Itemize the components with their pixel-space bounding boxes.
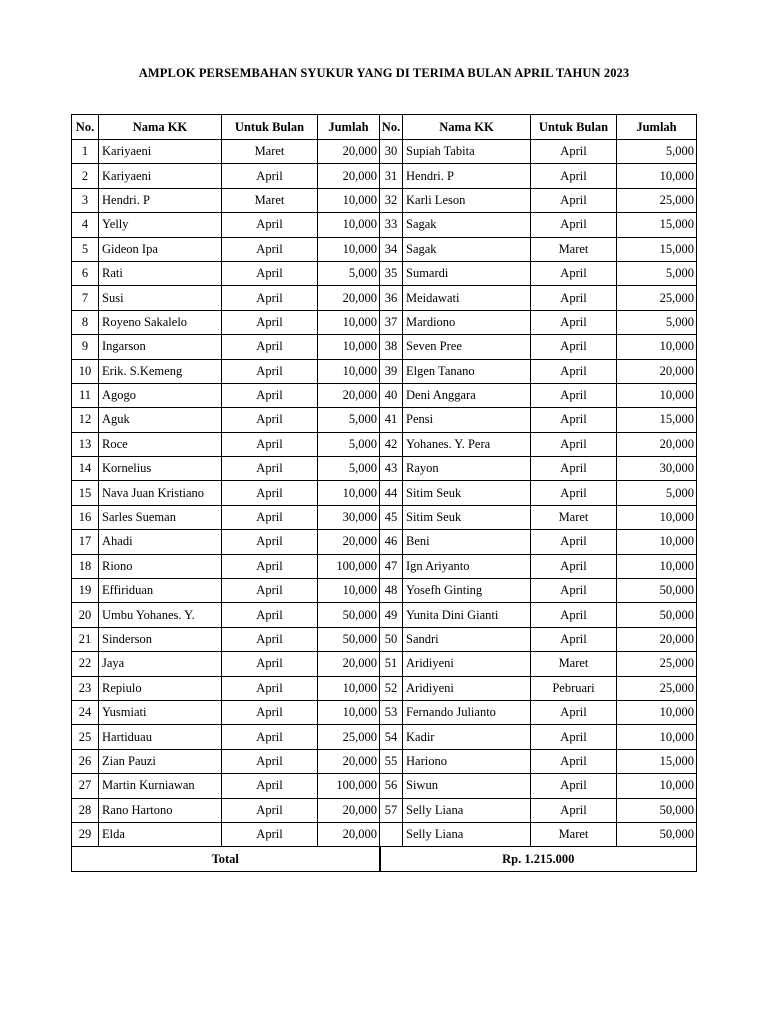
row-amount-right: 10,000 (617, 383, 697, 407)
table-row (72, 603, 697, 627)
row-month-right: April (531, 261, 617, 285)
row-name-right: Pensi (403, 408, 531, 432)
row-amount-left: 20,000 (318, 822, 380, 846)
row-month-right: April (531, 335, 617, 359)
row-month-left: April (222, 432, 318, 456)
row-no-left: 29 (72, 822, 99, 846)
row-amount-left: 10,000 (318, 579, 380, 603)
row-no-right: 33 (380, 213, 403, 237)
table-row (72, 140, 697, 164)
table-body (72, 140, 697, 847)
row-name-left: Agogo (99, 383, 222, 407)
table-row (72, 579, 697, 603)
row-month-right: Maret (531, 505, 617, 529)
row-no-left: 16 (72, 505, 99, 529)
row-month-left: April (222, 359, 318, 383)
row-amount-right: 5,000 (617, 481, 697, 505)
row-no-right: 44 (380, 481, 403, 505)
row-no-left: 12 (72, 408, 99, 432)
row-amount-right: 20,000 (617, 627, 697, 651)
header-no-left: No. (72, 115, 99, 140)
row-no-right: 36 (380, 286, 403, 310)
table-row (72, 359, 697, 383)
row-name-right: Sumardi (403, 261, 531, 285)
row-amount-right: 15,000 (617, 213, 697, 237)
row-name-right: Kadir (403, 725, 531, 749)
row-month-right: April (531, 140, 617, 164)
header-month-left: Untuk Bulan (222, 115, 318, 140)
table-row (72, 335, 697, 359)
row-name-left: Rano Hartono (99, 798, 222, 822)
row-month-right: April (531, 432, 617, 456)
row-name-left: Susi (99, 286, 222, 310)
row-month-left: April (222, 554, 318, 578)
row-name-right: Mardiono (403, 310, 531, 334)
row-no-right: 34 (380, 237, 403, 261)
row-no-left: 11 (72, 383, 99, 407)
document-title: AMPLOK PERSEMBAHAN SYUKUR YANG DI TERIMA BULAN APRIL TAHUN 2023 (138, 66, 630, 80)
row-name-left: Martin Kurniawan (99, 774, 222, 798)
row-amount-left: 20,000 (318, 383, 380, 407)
row-month-right: April (531, 579, 617, 603)
row-amount-right: 50,000 (617, 603, 697, 627)
row-amount-right: 15,000 (617, 408, 697, 432)
row-no-right: 41 (380, 408, 403, 432)
table-row (72, 432, 697, 456)
row-no-left: 4 (72, 213, 99, 237)
row-no-left: 13 (72, 432, 99, 456)
row-amount-right: 10,000 (617, 335, 697, 359)
row-amount-right: 10,000 (617, 725, 697, 749)
row-month-right: April (531, 530, 617, 554)
row-amount-left: 30,000 (318, 505, 380, 529)
row-month-left: April (222, 213, 318, 237)
row-amount-right: 10,000 (617, 554, 697, 578)
row-month-right: Pebruari (531, 676, 617, 700)
table-row (72, 261, 697, 285)
row-no-left: 20 (72, 603, 99, 627)
row-amount-right: 25,000 (617, 286, 697, 310)
row-name-left: Repiulo (99, 676, 222, 700)
row-name-right: Fernando Julianto (403, 700, 531, 724)
row-no-left: 17 (72, 530, 99, 554)
row-name-right: Sandri (403, 627, 531, 651)
row-amount-left: 100,000 (318, 774, 380, 798)
row-name-right: Sitim Seuk (403, 505, 531, 529)
row-month-left: April (222, 652, 318, 676)
row-name-left: Zian Pauzi (99, 749, 222, 773)
row-name-left: Umbu Yohanes. Y. (99, 603, 222, 627)
row-amount-left: 20,000 (318, 286, 380, 310)
row-month-right: April (531, 359, 617, 383)
row-no-right: 53 (380, 700, 403, 724)
row-no-right: 55 (380, 749, 403, 773)
row-no-right: 31 (380, 164, 403, 188)
row-name-left: Riono (99, 554, 222, 578)
row-name-right: Hendri. P (403, 164, 531, 188)
header-amount-left: Jumlah (318, 115, 380, 140)
table-row (72, 749, 697, 773)
row-name-right: Hariono (403, 749, 531, 773)
row-month-right: April (531, 310, 617, 334)
row-amount-right: 15,000 (617, 749, 697, 773)
row-amount-left: 10,000 (318, 213, 380, 237)
row-month-left: April (222, 335, 318, 359)
row-amount-left: 10,000 (318, 700, 380, 724)
row-name-right: Sagak (403, 237, 531, 261)
row-name-left: Gideon Ipa (99, 237, 222, 261)
table-row (72, 530, 697, 554)
row-no-left: 24 (72, 700, 99, 724)
row-month-left: April (222, 408, 318, 432)
row-amount-left: 20,000 (318, 530, 380, 554)
row-month-right: April (531, 481, 617, 505)
row-amount-right: 50,000 (617, 579, 697, 603)
row-name-left: Yusmiati (99, 700, 222, 724)
row-amount-right: 50,000 (617, 798, 697, 822)
row-month-left: April (222, 530, 318, 554)
row-no-left: 26 (72, 749, 99, 773)
row-month-left: April (222, 798, 318, 822)
row-no-right: 38 (380, 335, 403, 359)
row-name-left: Roce (99, 432, 222, 456)
row-month-right: April (531, 383, 617, 407)
total-value: Rp. 1.215.000 (380, 847, 697, 872)
row-month-left: April (222, 603, 318, 627)
row-month-left: April (222, 725, 318, 749)
table-row (72, 652, 697, 676)
row-month-left: April (222, 310, 318, 334)
row-month-left: April (222, 164, 318, 188)
row-name-left: Ahadi (99, 530, 222, 554)
row-month-left: April (222, 505, 318, 529)
row-amount-right: 25,000 (617, 676, 697, 700)
row-month-right: April (531, 700, 617, 724)
table-row (72, 237, 697, 261)
table-row (72, 383, 697, 407)
row-amount-right: 10,000 (617, 530, 697, 554)
row-amount-right: 5,000 (617, 310, 697, 334)
row-month-right: April (531, 286, 617, 310)
header-amount-right: Jumlah (617, 115, 697, 140)
row-name-right: Beni (403, 530, 531, 554)
row-month-left: April (222, 286, 318, 310)
table-row (72, 457, 697, 481)
row-no-right: 42 (380, 432, 403, 456)
row-month-left: April (222, 237, 318, 261)
row-name-right: Aridiyeni (403, 652, 531, 676)
row-amount-left: 50,000 (318, 627, 380, 651)
row-amount-right: 20,000 (617, 432, 697, 456)
row-amount-left: 50,000 (318, 603, 380, 627)
table-row (72, 310, 697, 334)
row-amount-left: 5,000 (318, 432, 380, 456)
row-name-left: Rati (99, 261, 222, 285)
row-name-left: Hendri. P (99, 188, 222, 212)
row-name-right: Selly Liana (403, 822, 531, 846)
row-no-right: 45 (380, 505, 403, 529)
row-amount-left: 5,000 (318, 261, 380, 285)
row-name-left: Kariyaeni (99, 164, 222, 188)
table-row (72, 676, 697, 700)
row-name-left: Kariyaeni (99, 140, 222, 164)
row-no-right: 50 (380, 627, 403, 651)
row-month-right: Maret (531, 652, 617, 676)
row-name-left: Nava Juan Kristiano (99, 481, 222, 505)
row-amount-left: 5,000 (318, 408, 380, 432)
row-amount-left: 20,000 (318, 140, 380, 164)
row-amount-left: 10,000 (318, 481, 380, 505)
row-amount-right: 10,000 (617, 505, 697, 529)
row-name-left: Effiriduan (99, 579, 222, 603)
row-no-right: 57 (380, 798, 403, 822)
row-amount-right: 30,000 (617, 457, 697, 481)
row-month-right: April (531, 603, 617, 627)
row-no-right: 40 (380, 383, 403, 407)
row-amount-right: 10,000 (617, 774, 697, 798)
row-amount-left: 5,000 (318, 457, 380, 481)
row-no-left: 2 (72, 164, 99, 188)
row-name-left: Kornelius (99, 457, 222, 481)
row-name-left: Elda (99, 822, 222, 846)
table-row (72, 627, 697, 651)
row-name-right: Meidawati (403, 286, 531, 310)
row-amount-left: 10,000 (318, 335, 380, 359)
table-row (72, 286, 697, 310)
row-no-left: 9 (72, 335, 99, 359)
row-amount-right: 5,000 (617, 261, 697, 285)
row-no-left: 15 (72, 481, 99, 505)
row-month-right: April (531, 457, 617, 481)
row-no-right: 39 (380, 359, 403, 383)
row-no-right: 30 (380, 140, 403, 164)
row-name-right: Elgen Tanano (403, 359, 531, 383)
row-month-right: April (531, 798, 617, 822)
row-no-right: 46 (380, 530, 403, 554)
row-name-right: Aridiyeni (403, 676, 531, 700)
row-month-left: April (222, 749, 318, 773)
row-month-right: April (531, 213, 617, 237)
row-name-right: Sagak (403, 213, 531, 237)
row-no-left: 25 (72, 725, 99, 749)
row-name-right: Karli Leson (403, 188, 531, 212)
row-name-left: Royeno Sakalelo (99, 310, 222, 334)
row-no-left: 5 (72, 237, 99, 261)
row-name-right: Yosefh Ginting (403, 579, 531, 603)
row-month-left: April (222, 822, 318, 846)
row-no-left: 28 (72, 798, 99, 822)
row-no-right: 43 (380, 457, 403, 481)
row-no-right: 49 (380, 603, 403, 627)
row-month-left: April (222, 457, 318, 481)
row-month-left: April (222, 383, 318, 407)
row-no-left: 10 (72, 359, 99, 383)
table-row (72, 798, 697, 822)
row-amount-left: 20,000 (318, 652, 380, 676)
row-amount-right: 20,000 (617, 359, 697, 383)
row-name-right: Ign Ariyanto (403, 554, 531, 578)
row-no-left: 6 (72, 261, 99, 285)
row-name-right: Yohanes. Y. Pera (403, 432, 531, 456)
row-name-left: Jaya (99, 652, 222, 676)
row-month-right: April (531, 164, 617, 188)
row-month-left: April (222, 774, 318, 798)
row-name-right: Deni Anggara (403, 383, 531, 407)
row-month-right: April (531, 188, 617, 212)
row-name-left: Erik. S.Kemeng (99, 359, 222, 383)
total-label: Total (72, 847, 380, 872)
row-amount-right: 50,000 (617, 822, 697, 846)
row-amount-right: 10,000 (617, 164, 697, 188)
row-name-left: Ingarson (99, 335, 222, 359)
row-month-left: Maret (222, 188, 318, 212)
row-no-left: 22 (72, 652, 99, 676)
row-no-left: 3 (72, 188, 99, 212)
row-month-right: April (531, 627, 617, 651)
row-month-left: April (222, 481, 318, 505)
row-amount-left: 20,000 (318, 798, 380, 822)
row-month-left: April (222, 627, 318, 651)
row-month-right: April (531, 774, 617, 798)
row-no-left: 14 (72, 457, 99, 481)
row-month-left: Maret (222, 140, 318, 164)
table-row (72, 408, 697, 432)
row-amount-right: 10,000 (617, 700, 697, 724)
row-no-right: 35 (380, 261, 403, 285)
row-month-right: April (531, 554, 617, 578)
row-amount-left: 10,000 (318, 359, 380, 383)
row-amount-left: 25,000 (318, 725, 380, 749)
table-row (72, 725, 697, 749)
row-month-right: Maret (531, 822, 617, 846)
row-name-right: Seven Pree (403, 335, 531, 359)
row-month-left: April (222, 579, 318, 603)
row-amount-left: 100,000 (318, 554, 380, 578)
row-no-right: 51 (380, 652, 403, 676)
row-month-right: April (531, 749, 617, 773)
row-no-right: 37 (380, 310, 403, 334)
row-no-left: 27 (72, 774, 99, 798)
row-no-left: 1 (72, 140, 99, 164)
table-row (72, 822, 697, 846)
row-amount-left: 20,000 (318, 749, 380, 773)
row-name-right: Supiah Tabita (403, 140, 531, 164)
row-amount-left: 10,000 (318, 310, 380, 334)
total-row (72, 847, 697, 872)
table-row (72, 505, 697, 529)
row-name-left: Yelly (99, 213, 222, 237)
row-no-left: 18 (72, 554, 99, 578)
row-amount-right: 25,000 (617, 188, 697, 212)
row-amount-left: 10,000 (318, 676, 380, 700)
row-no-right: 48 (380, 579, 403, 603)
row-month-left: April (222, 676, 318, 700)
row-name-left: Sarles Sueman (99, 505, 222, 529)
row-name-right: Sitim Seuk (403, 481, 531, 505)
row-amount-right: 5,000 (617, 140, 697, 164)
row-no-left: 7 (72, 286, 99, 310)
row-no-right: 47 (380, 554, 403, 578)
row-amount-left: 20,000 (318, 164, 380, 188)
row-no-right: 52 (380, 676, 403, 700)
table-row (72, 188, 697, 212)
table-row (72, 213, 697, 237)
header-no-right: No. (380, 115, 403, 140)
row-no-left: 21 (72, 627, 99, 651)
row-no-right: 32 (380, 188, 403, 212)
header-name-right: Nama KK (403, 115, 531, 140)
row-month-left: April (222, 261, 318, 285)
row-name-left: Aguk (99, 408, 222, 432)
row-name-right: Yunita Dini Gianti (403, 603, 531, 627)
header-name-left: Nama KK (99, 115, 222, 140)
row-month-right: April (531, 725, 617, 749)
row-no-right: 54 (380, 725, 403, 749)
row-month-right: Maret (531, 237, 617, 261)
row-name-left: Sinderson (99, 627, 222, 651)
row-month-left: April (222, 700, 318, 724)
table-row (72, 164, 697, 188)
row-name-left: Hartiduau (99, 725, 222, 749)
row-no-left: 8 (72, 310, 99, 334)
table-header-row (72, 115, 697, 140)
row-no-right (380, 822, 403, 846)
row-name-right: Siwun (403, 774, 531, 798)
row-amount-right: 15,000 (617, 237, 697, 261)
offering-table (71, 114, 697, 872)
table-row (72, 774, 697, 798)
table-row (72, 481, 697, 505)
table-row (72, 700, 697, 724)
row-name-right: Rayon (403, 457, 531, 481)
row-month-right: April (531, 408, 617, 432)
row-amount-right: 25,000 (617, 652, 697, 676)
row-no-left: 23 (72, 676, 99, 700)
row-amount-left: 10,000 (318, 237, 380, 261)
header-month-right: Untuk Bulan (531, 115, 617, 140)
row-no-right: 56 (380, 774, 403, 798)
row-no-left: 19 (72, 579, 99, 603)
table-row (72, 554, 697, 578)
row-amount-left: 10,000 (318, 188, 380, 212)
row-name-right: Selly Liana (403, 798, 531, 822)
